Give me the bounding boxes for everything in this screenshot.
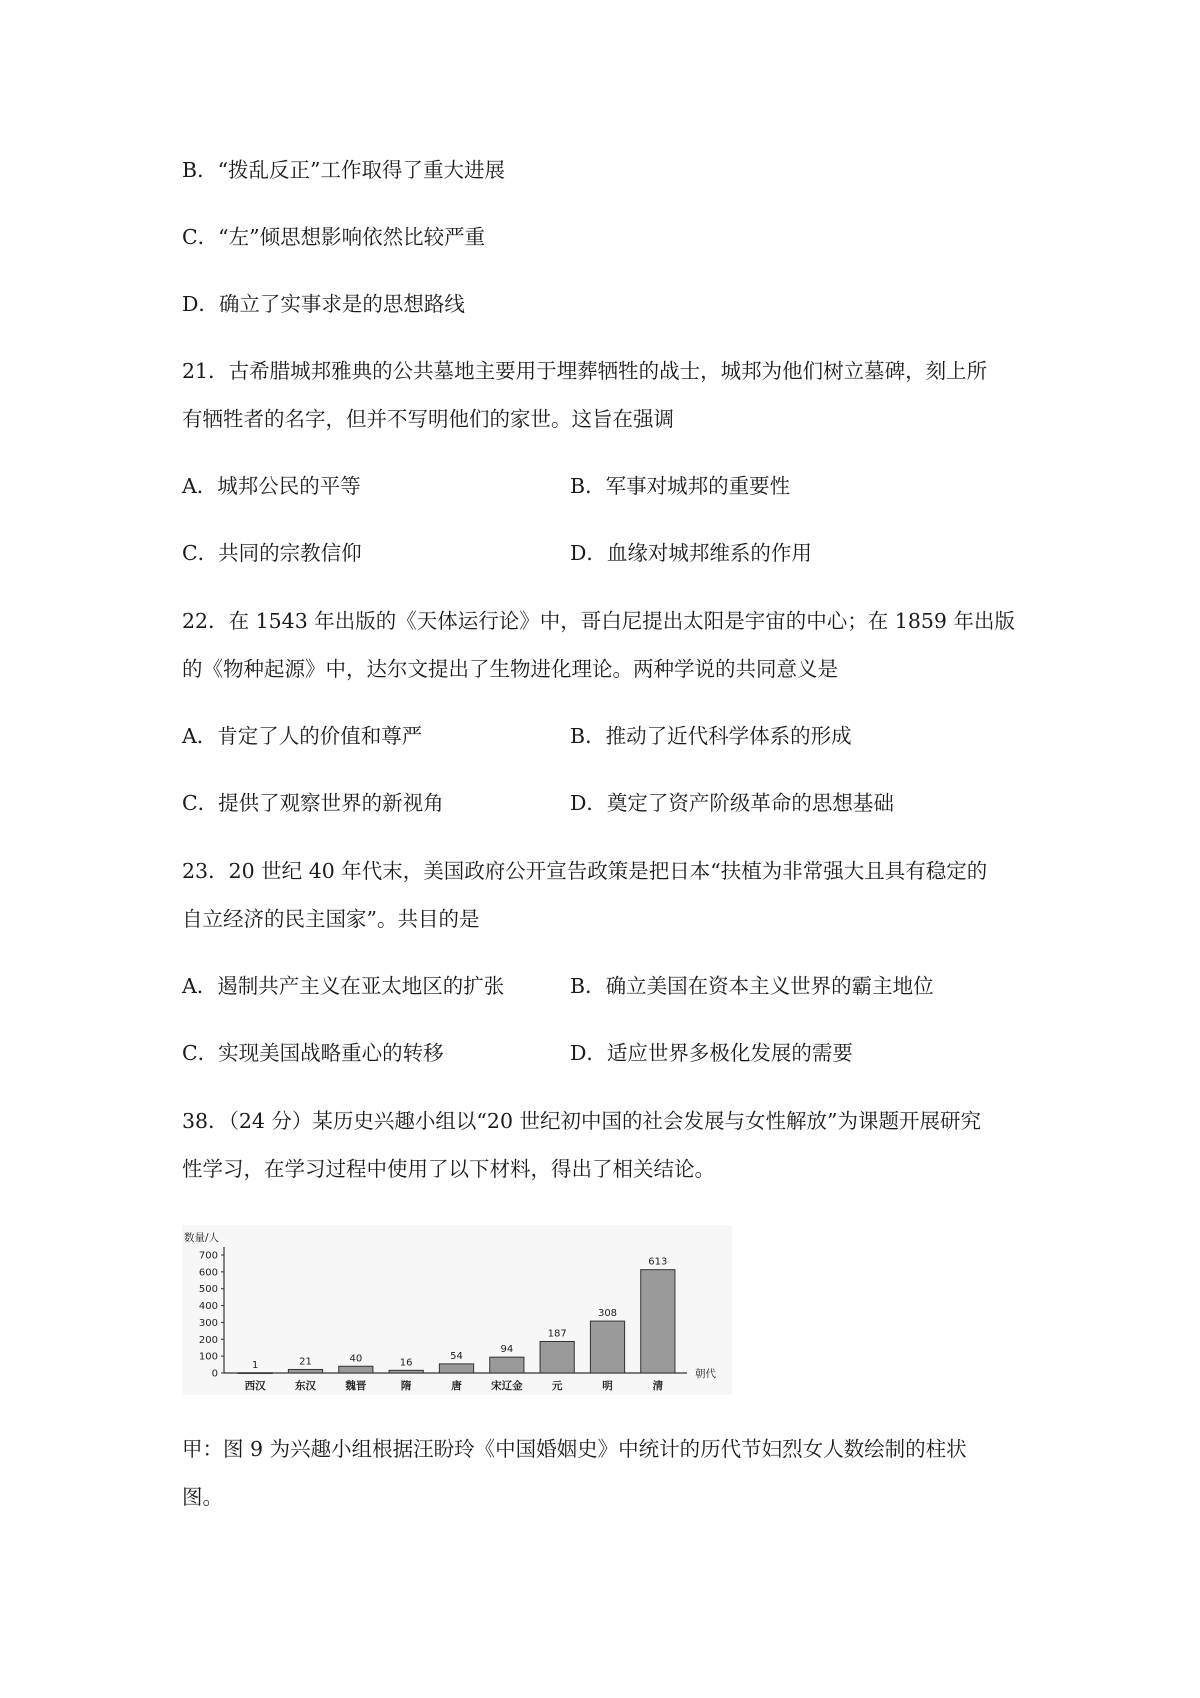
q21-option-c: C．共同的宗教信仰 [182, 541, 362, 565]
q23-option-c: C．实现美国战略重心的转移 [182, 1041, 444, 1065]
q21-option-d: D．血缘对城邦维系的作用 [570, 541, 812, 565]
q21-stem-line2: 有牺牲者的名字，但并不写明他们的家世。这旨在强调 [182, 407, 674, 431]
q20-option-d: D．确立了实事求是的思想路线 [182, 292, 465, 316]
chart-bar [238, 1373, 272, 1374]
chart-y-tick-label: 200 [198, 1334, 218, 1346]
chart-y-tick-label: 700 [198, 1250, 218, 1262]
chart-y-tick-label: 500 [198, 1284, 218, 1296]
chart-category-label: 清 [652, 1380, 664, 1392]
chart-bar [389, 1370, 423, 1373]
chart-category-label: 唐 [451, 1380, 462, 1392]
chart-category-label: 明 [602, 1380, 613, 1392]
chart-bar-value-label: 16 [399, 1357, 413, 1369]
chart-y-tick-label: 600 [198, 1267, 218, 1279]
q20-option-b: B．“拨乱反正”工作取得了重大进展 [182, 158, 506, 182]
q22-stem-line1: 22．在 1543 年出版的《天体运行论》中，哥白尼提出太阳是宇宙的中心；在 1859 年出版 [182, 609, 1015, 633]
chart-category-label: 魏晋 [345, 1380, 367, 1392]
q23-option-b: B．确立美国在资本主义世界的霸主地位 [570, 974, 934, 998]
chart-bar-value-label: 40 [349, 1353, 363, 1365]
q21-option-b: B．军事对城邦的重要性 [570, 474, 791, 498]
chart-y-tick-label: 100 [198, 1351, 218, 1363]
q38-stem-line2: 性学习，在学习过程中使用了以下材料，得出了相关结论。 [182, 1157, 715, 1181]
chart-bar [339, 1366, 373, 1373]
chart-y-axis-label: 数量/人 [184, 1232, 220, 1244]
bar-chart [182, 1225, 732, 1395]
chart-bar-value-label: 613 [648, 1256, 668, 1268]
chart-category-label: 宋辽金 [491, 1380, 523, 1392]
chart-category-label: 元 [551, 1380, 563, 1392]
q22-option-d: D．奠定了资产阶级革命的思想基础 [570, 791, 894, 815]
chart-category-label: 西汉 [244, 1380, 266, 1392]
q38-caption-line1: 甲：图 9 为兴趣小组根据汪盼玲《中国婚姻史》中统计的历代节妇烈女人数绘制的柱状 [182, 1437, 967, 1461]
q23-stem-line1: 23．20 世纪 40 年代末，美国政府公开宣告政策是把日本“扶植为非常强大且具有稳定的 [182, 859, 988, 883]
q21-stem-line1: 21．古希腊城邦雅典的公共墓地主要用于埋葬牺牲的战士，城邦为他们树立墓碑，刻上所 [182, 359, 988, 383]
chart-bar [439, 1364, 473, 1373]
chart-bar-value-label: 21 [299, 1356, 312, 1368]
q22-option-c: C．提供了观察世界的新视角 [182, 791, 444, 815]
chart-category-label: 东汉 [295, 1380, 316, 1392]
q23-option-d: D．适应世界多极化发展的需要 [570, 1041, 853, 1065]
chart-y-tick-label: 300 [198, 1317, 218, 1329]
q38-stem-line1: 38．（24 分）某历史兴趣小组以“20 世纪初中国的社会发展与女性解放”为课题开展研究 [182, 1109, 981, 1133]
chart-y-tick-label: 400 [198, 1301, 218, 1313]
chart-bar [540, 1341, 574, 1373]
q21-option-a: A．城邦公民的平等 [182, 474, 361, 498]
chart-bar-value-label: 94 [500, 1344, 514, 1356]
chart-x-axis-label: 朝代 [695, 1368, 716, 1380]
q22-option-b: B．推动了近代科学体系的形成 [570, 724, 852, 748]
bar-chart-svg [182, 1225, 732, 1395]
q22-stem-line2: 的《物种起源》中，达尔文提出了生物进化理论。两种学说的共同意义是 [182, 657, 838, 681]
q23-stem-line2: 自立经济的民主国家”。共目的是 [182, 907, 480, 931]
chart-bar [490, 1357, 524, 1373]
chart-bar-value-label: 187 [547, 1328, 567, 1340]
chart-bar [590, 1321, 624, 1373]
chart-category-label: 隋 [400, 1380, 412, 1392]
chart-bar [641, 1270, 675, 1373]
q20-option-c: C．“左”倾思想影响依然比较严重 [182, 225, 486, 249]
q38-caption-line2: 图。 [182, 1485, 223, 1509]
q22-option-a: A．肯定了人的价值和尊严 [182, 724, 423, 748]
q23-option-a: A．遏制共产主义在亚太地区的扩张 [182, 974, 505, 998]
chart-bar-value-label: 54 [450, 1350, 463, 1362]
chart-bar-value-label: 308 [597, 1308, 618, 1320]
chart-y-tick-label: 0 [211, 1368, 218, 1380]
chart-bar [288, 1369, 322, 1373]
chart-bar-value-label: 1 [251, 1359, 259, 1371]
